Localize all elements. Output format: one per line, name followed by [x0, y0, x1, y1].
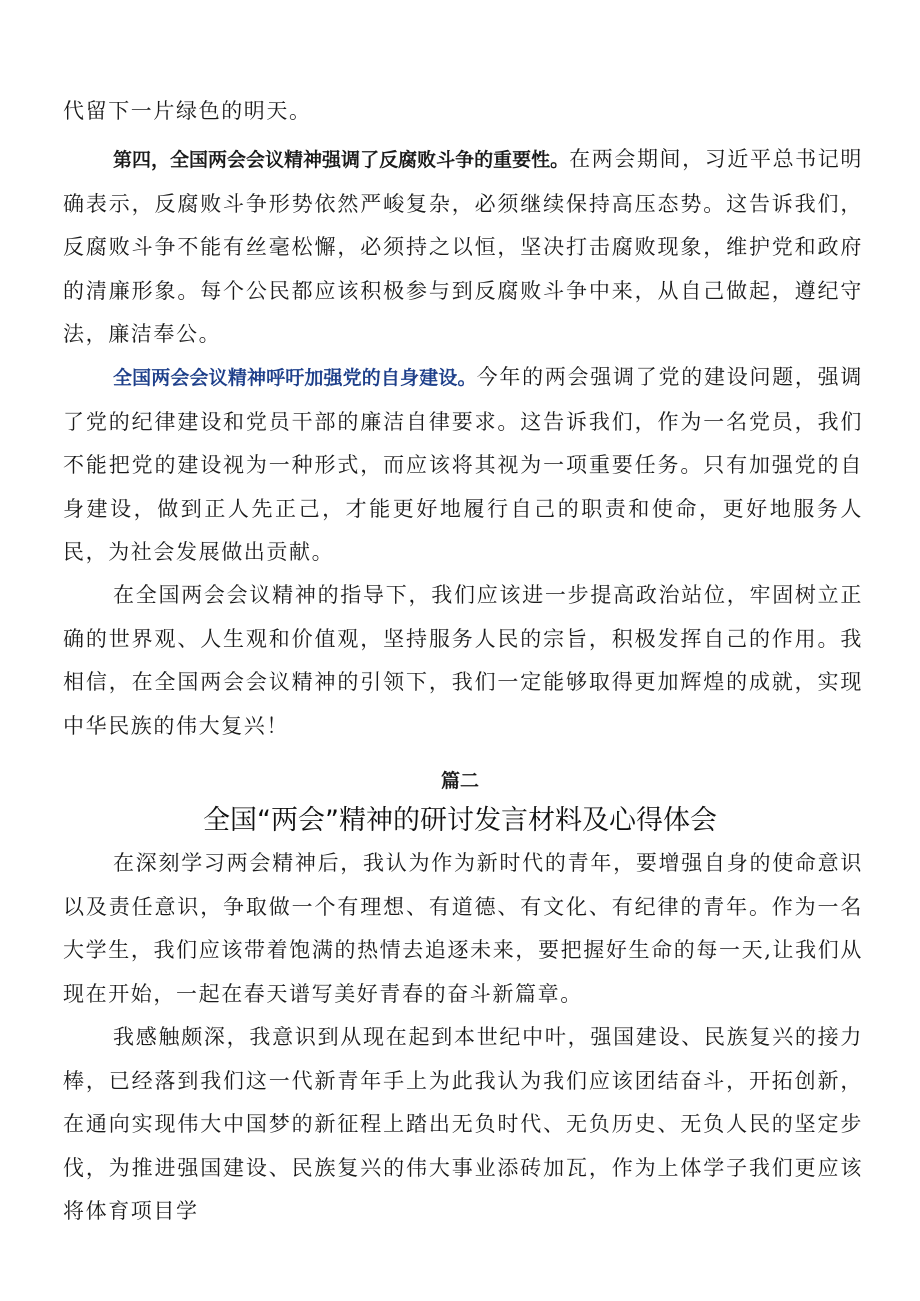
section-label: 篇二 [440, 770, 479, 792]
paragraph-body-party-building: 今年的两会强调了党的建设问题，强调了党的纪律建设和党员干部的廉洁自律要求。这告诉我们，作为一名党员，我们不能把党的建设视为一种形式，而应该将其视为一项重要任务。只有加强党的自身建设，做到正人先正己，才能更好地履行自己的职责和使命，更好地服务人民，为社会发展做出贡献。 [63, 365, 863, 564]
document-title: 全国“两会”精神的研讨发言材料及心得体会 [203, 805, 717, 836]
paragraph-anti-corruption [63, 138, 863, 357]
paragraph-conclusion: 在全国两会会议精神的指导下，我们应该进一步提高政治站位，牢固树立正确的世界观、人生观和价值观，坚持服务人民的宗旨，积极发挥自己的作用。我相信，在全国两会会议精神的引领下，我们一定能够取得更加辉煌的成就，实现中华民族的伟大复兴！ [63, 583, 863, 738]
paragraph-body-anti-corruption: 在两会期间，习近平总书记明确表示，反腐败斗争形势依然严峻复杂，必须继续保持高压态势。这告诉我们，反腐败斗争不能有丝毫松懈，必须持之以恒，坚决打击腐败现象，维护党和政府的清廉形象。每个公民都应该积极参与到反腐败斗争中来，从自己做起，遵纪守法，廉洁奉公。 [63, 147, 863, 346]
paragraph-continuation: 代留下一片绿色的明天。 [63, 99, 312, 123]
paragraph-lead-party-building: 全国两会会议精神呼吁加强党的自身建设。 [113, 367, 477, 389]
paragraph-relay: 我感触颇深，我意识到从现在起到本世纪中叶，强国建设、民族复兴的接力棒，已经落到我们这一代新青年手上为此我认为我们应该团结奋斗，开拓创新，在通向实现伟大中国梦的新征程上踏出无负时代、无负历史、无负人民的坚定步伐，为推进强国建设、民族复兴的伟大事业添砖加瓦，作为上体学子我们更应该将体育项目学 [63, 1025, 863, 1223]
paragraph-lead-anti-corruption: 第四，全国两会会议精神强调了反腐败斗争的重要性。 [113, 149, 570, 171]
paragraph-party-building [63, 356, 863, 575]
paragraph-youth-mission: 在深刻学习两会精神后，我认为作为新时代的青年，要增强自身的使命意识以及责任意识，争取做一个有理想、有道德、有文化、有纪律的青年。作为一名大学生，我们应该带着饱满的热情去追逐未来，要把握好生命的每一天,让我们从现在开始，一起在春天谱写美好青春的奋斗新篇章。 [63, 851, 863, 1006]
